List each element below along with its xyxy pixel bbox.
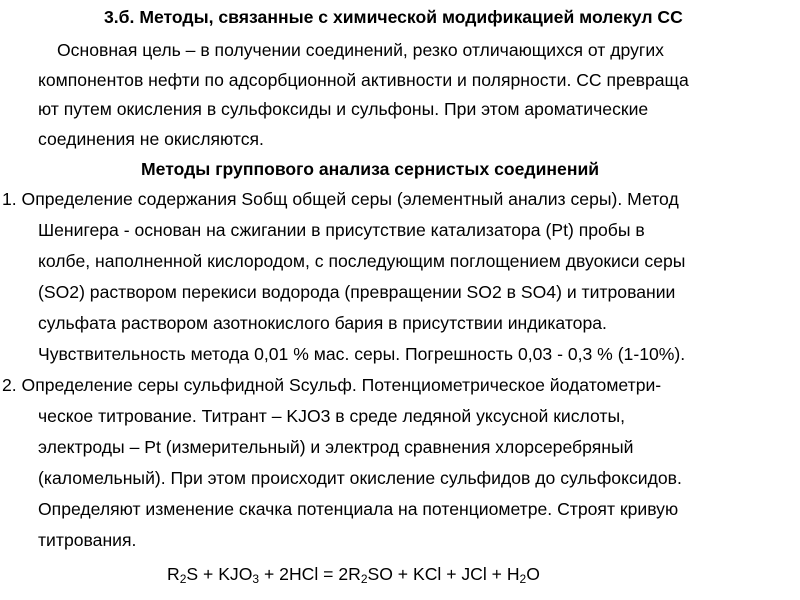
- item1-line-2: Шенигера - основан на сжигании в присутствие катализатора (Pt) пробы в: [38, 220, 645, 240]
- intro-line-4: соединения не окисляются.: [38, 129, 264, 149]
- formula-subscript: 2: [179, 572, 187, 586]
- formula-subscript: 2: [360, 572, 368, 586]
- item1-line-3: колбе, наполненной кислородом, с последующим поглощением двуокиси серы: [38, 251, 686, 271]
- formula-subscript: 2: [519, 572, 527, 586]
- intro-line-3: ют путем окисления в сульфоксиды и сульфоны. При этом ароматические: [38, 99, 649, 119]
- item2-line-4: (каломельный). При этом происходит окисление сульфидов до сульфоксидов.: [38, 468, 682, 488]
- intro-line-1: Основная цель – в получении соединений, резко отличающихся от других: [57, 40, 664, 60]
- item2-line-3: электроды – Pt (измерительный) и электрод сравнения хлорсеребряный: [38, 437, 634, 457]
- formula-part: O: [526, 564, 540, 584]
- item2-line-1: 2. Определение серы сульфидной Sсульф. Потенциометрическое йодатометри-: [2, 375, 662, 395]
- item1-line-4: (SO2) раствором перекиси водорода (превращении SO2 в SO4) и титровании: [38, 282, 676, 302]
- reaction-formula: [167, 562, 540, 586]
- formula-part: S + KJO: [186, 564, 253, 584]
- item2-line-2: ческое титрование. Титрант – KJO3 в среде ледяной уксусной кислоты,: [38, 406, 626, 426]
- intro-line-2: компонентов нефти по адсорбционной активности и полярности. СС превраща: [38, 70, 689, 90]
- formula-part: SO + KCl + JCl + H: [367, 564, 520, 584]
- subheading: Методы группового анализа сернистых соединений: [141, 159, 600, 179]
- item1-line-6: Чувствительность метода 0,01 % мас. серы. Погрешность 0,03 - 0,3 % (1-10%).: [38, 344, 686, 364]
- formula-subscript: 3: [252, 572, 260, 586]
- item1-line-5: сульфата раствором азотнокислого бария в присутствии индикатора.: [38, 313, 607, 333]
- heading: 3.б. Методы, связанные с химической модификацией молекул СС: [104, 7, 683, 27]
- formula-part: R: [167, 564, 180, 584]
- item1-line-1: 1. Определение содержания Sобщ общей серы (элементный анализ серы). Метод: [2, 189, 679, 209]
- item2-line-6: титрования.: [38, 530, 137, 550]
- item2-line-5: Определяют изменение скачка потенциала на потенциометре. Строят кривую: [38, 499, 679, 519]
- formula-part: + 2HCl = 2R: [259, 564, 361, 584]
